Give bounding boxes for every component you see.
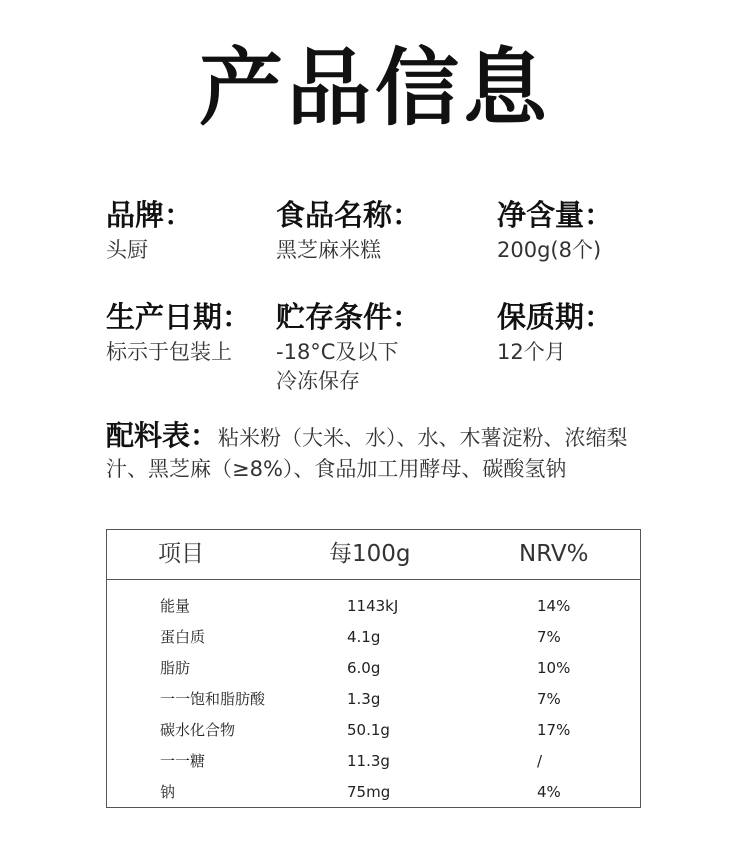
header-item: 项目 bbox=[158, 541, 204, 567]
row-item: 碳水化合物 bbox=[160, 721, 236, 739]
brand-value: 头厨 bbox=[106, 238, 148, 262]
row-per-100g: 4.1g bbox=[347, 628, 381, 646]
ingredients-text: 粘米粉（大米、水）、水、木薯淀粉、浓缩梨汁、黑芝麻（≥8%）、食品加工用酵母、碳酸氢钠 bbox=[106, 426, 628, 481]
ingredients-label: 配料表： bbox=[106, 419, 219, 452]
row-nrv: / bbox=[537, 752, 543, 770]
row-per-100g: 75mg bbox=[347, 783, 391, 801]
row-nrv: 7% bbox=[537, 628, 561, 646]
row-nrv: 4% bbox=[537, 783, 561, 801]
food-name-block bbox=[276, 198, 421, 265]
row-nrv: 10% bbox=[537, 659, 571, 677]
brand-label: 品牌： bbox=[106, 198, 194, 232]
storage-value: -18°C及以下 冷冻保存 bbox=[276, 340, 399, 393]
row-item: 蛋白质 bbox=[160, 628, 206, 646]
table-row bbox=[107, 591, 640, 622]
row-item: 一一糖 bbox=[160, 752, 206, 770]
shelf-life-block bbox=[497, 300, 613, 367]
table-row bbox=[107, 777, 640, 808]
table-row bbox=[107, 684, 640, 715]
brand-block bbox=[106, 198, 193, 265]
net-content-block bbox=[497, 198, 613, 265]
production-date-block bbox=[106, 300, 251, 367]
table-row bbox=[107, 715, 640, 746]
table-row bbox=[107, 653, 640, 684]
ingredients bbox=[106, 420, 666, 485]
row-per-100g: 50.1g bbox=[347, 721, 390, 739]
header-nrv: NRV% bbox=[519, 541, 589, 567]
row-per-100g: 6.0g bbox=[347, 659, 381, 677]
row-per-100g: 11.3g bbox=[347, 752, 390, 770]
table-row bbox=[107, 746, 640, 777]
shelf-life-label: 保质期： bbox=[497, 300, 614, 334]
nutrition-table bbox=[106, 529, 641, 808]
row-per-100g: 1.3g bbox=[347, 690, 381, 708]
row-nrv: 14% bbox=[537, 597, 571, 615]
food-name-value: 黑芝麻米糕 bbox=[276, 238, 381, 262]
net-content-value: 200g(8个) bbox=[497, 238, 602, 262]
page-title: 产品信息 bbox=[198, 39, 551, 137]
row-item: 脂肪 bbox=[160, 659, 191, 677]
production-date-label: 生产日期： bbox=[106, 300, 252, 334]
row-item: 一一饱和脂肪酸 bbox=[160, 690, 266, 708]
net-content-label: 净含量： bbox=[497, 198, 614, 232]
production-date-value: 标示于包装上 bbox=[106, 340, 232, 364]
nutrition-table-header bbox=[107, 530, 640, 580]
storage-block bbox=[276, 300, 421, 396]
row-nrv: 17% bbox=[537, 721, 571, 739]
header-per-100g: 每100g bbox=[329, 541, 411, 567]
row-per-100g: 1143kJ bbox=[347, 597, 399, 615]
table-row bbox=[107, 622, 640, 653]
row-nrv: 7% bbox=[537, 690, 561, 708]
storage-label: 贮存条件： bbox=[276, 300, 422, 334]
row-item: 能量 bbox=[160, 597, 191, 615]
row-item: 钠 bbox=[160, 783, 176, 801]
shelf-life-value: 12个月 bbox=[497, 340, 566, 364]
food-name-label: 食品名称： bbox=[276, 198, 422, 232]
